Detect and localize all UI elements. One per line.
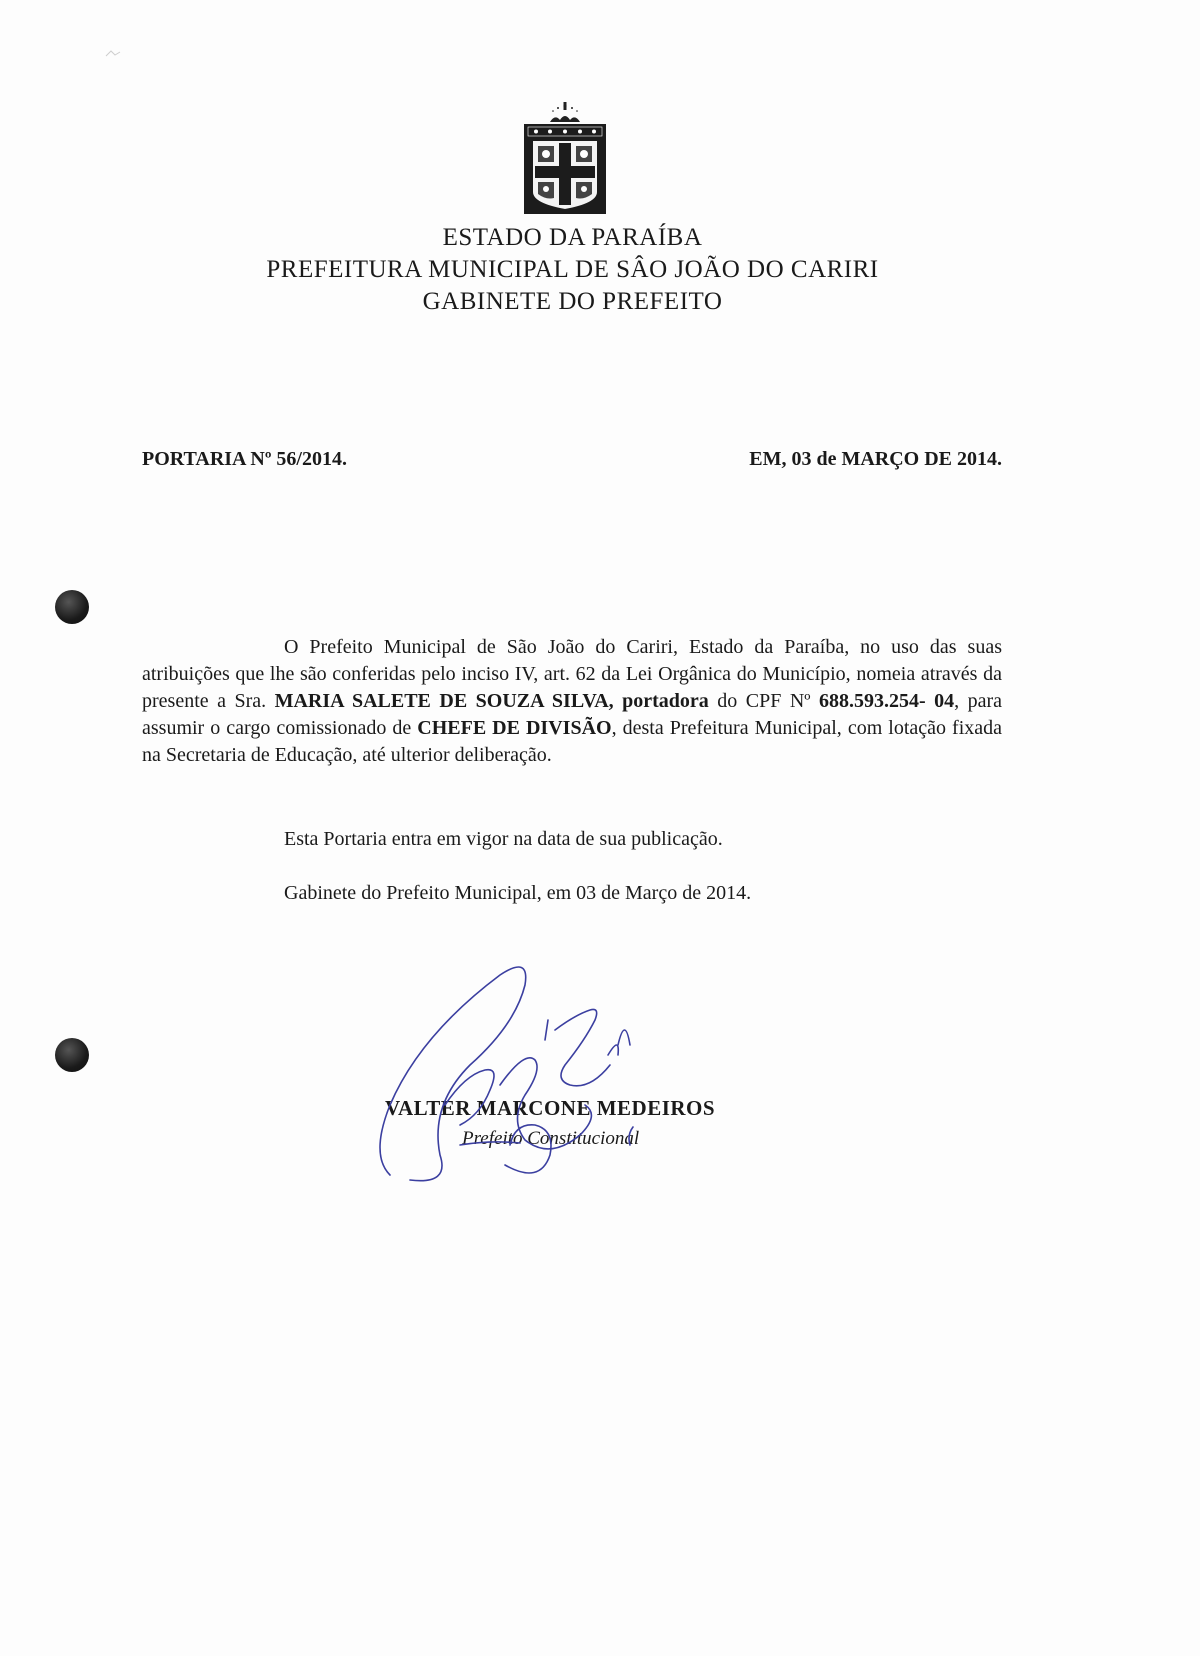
- paragraph-1-cpf-label: do CPF Nº: [708, 690, 819, 712]
- portaria-date: EM, 03 de MARÇO DE 2014.: [749, 448, 1002, 470]
- paragraph-2: Esta Portaria entra em vigor na data de sua publicação.: [284, 828, 723, 850]
- punch-hole-bottom: [55, 1038, 89, 1072]
- paragraph-1-closing: , desta Prefeitura Municipal, com lotação fixada na Secretaria de Educação, até ulterior deliberação.: [142, 717, 1003, 766]
- paragraph-1-role-intro: , para assumir o cargo comissionado de: [142, 690, 1002, 739]
- scan-artifact: [105, 48, 121, 60]
- letterhead: [0, 222, 1145, 318]
- appointee-name: MARIA SALETE DE SOUZA SILVA, portadora: [274, 690, 709, 712]
- appointment-paragraph: [142, 634, 1002, 769]
- paragraph-1-intro: O Prefeito Municipal de São João do Cariri, Estado da Paraíba, no uso das suas atribuições que lhe são conferidas pelo inciso IV, art. 62 da Lei Orgânica do Município, nomeia através da presente a Sra.: [142, 636, 1002, 712]
- appointee-cpf: 688.593.254- 04: [818, 690, 955, 712]
- punch-hole-top: [55, 590, 89, 624]
- portaria-number: PORTARIA Nº 56/2014.: [142, 448, 347, 470]
- appointee-role: CHEFE DE DIVISÃO: [417, 717, 612, 739]
- paragraph-3: Gabinete do Prefeito Municipal, em 03 de Março de 2014.: [284, 882, 752, 904]
- header-municipality: PREFEITURA MUNICIPAL DE SÂO JOÃO DO CARIRI: [266, 256, 879, 283]
- signer-name: VALTER MARCONE MEDEIROS: [385, 1096, 716, 1120]
- signer-role: Prefeito Constitucional: [462, 1128, 640, 1149]
- header-office: GABINETE DO PREFEITO: [422, 288, 723, 315]
- paragraph-1: [142, 634, 1002, 769]
- handwritten-signature: [350, 955, 710, 1215]
- header-state: ESTADO DA PARAÍBA: [442, 224, 703, 251]
- municipal-crest-icon: [520, 100, 610, 220]
